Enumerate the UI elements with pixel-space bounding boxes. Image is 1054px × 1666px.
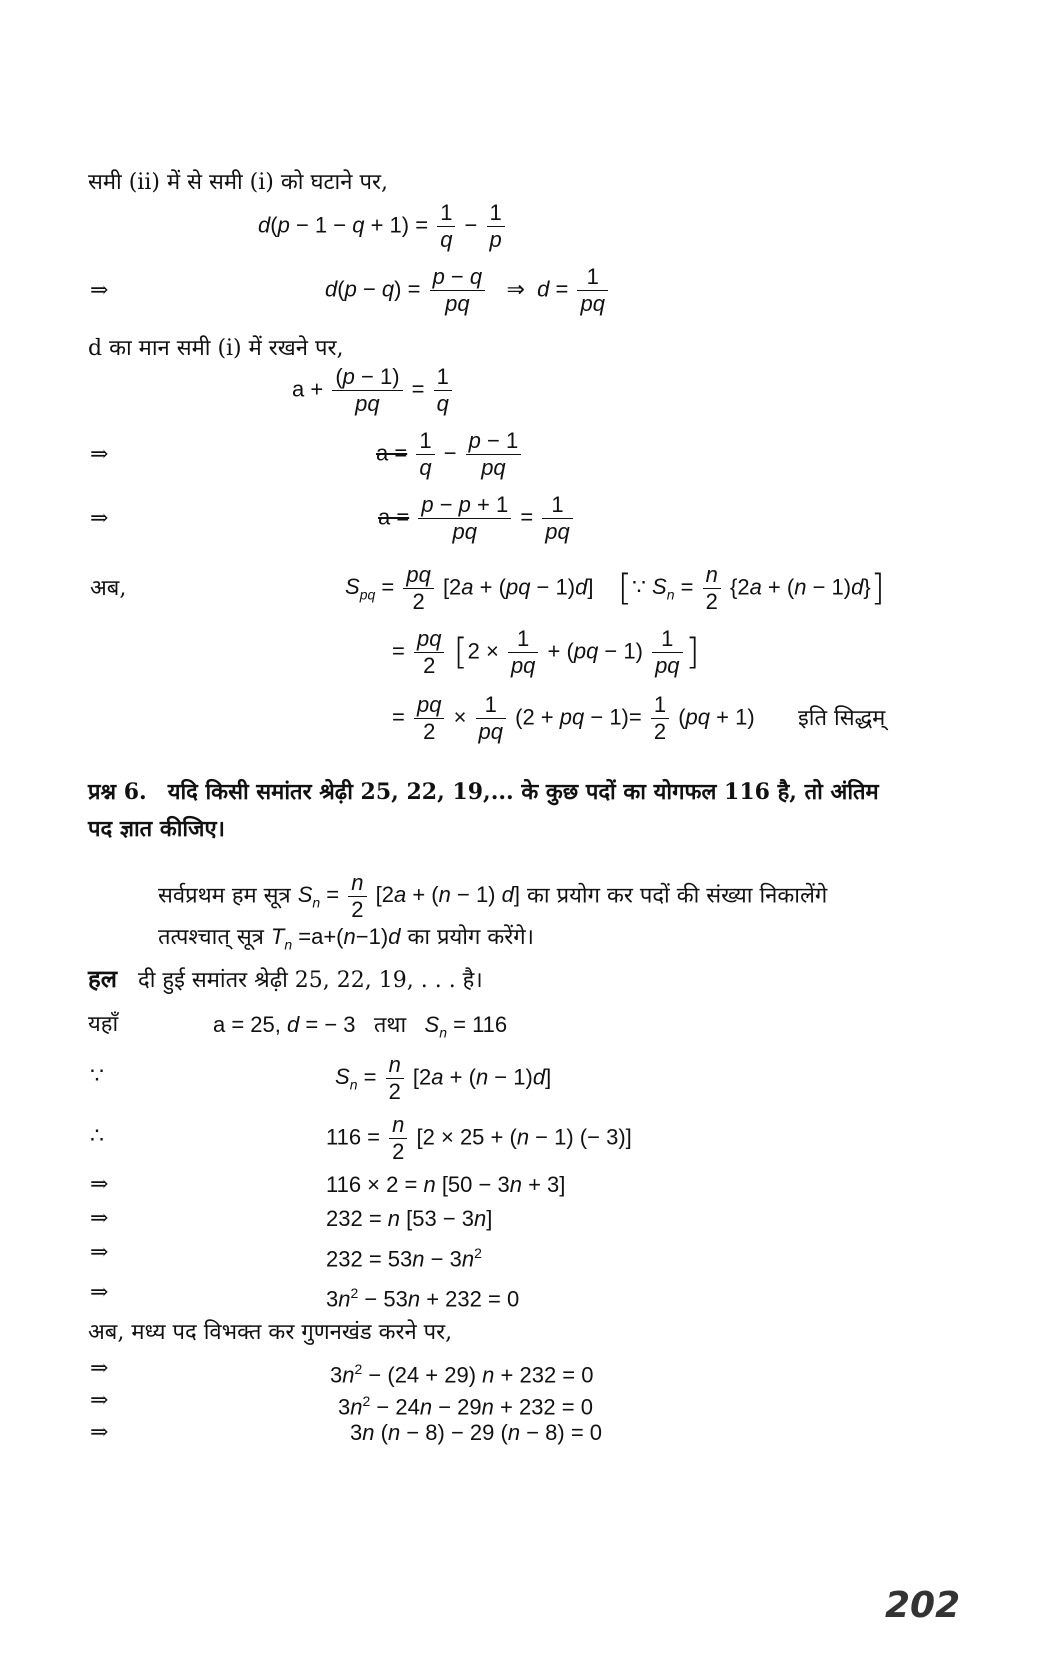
text-line-factor: अब, मध्य पद विभक्त कर गुणनखंड करने पर, [88, 1320, 453, 1345]
tatha-label: तथा [373, 1013, 407, 1038]
text-line-subtract: समी (ii) में से समी (i) को घटाने पर, [88, 170, 388, 195]
implies-arrow: ⇒ [90, 1280, 109, 1305]
equation-spq-substituted: = pq 2 [2 × $\frac{1}{pq}$ + (pq − 1) $\frac{1}{pq}$ ] [392, 626, 700, 678]
solution-line [88, 966, 483, 994]
hence-proved: इति सिद्धम् [798, 706, 886, 731]
solution-text: दी हुई समांतर श्रेढ़ी 25, 22, 19, . . . है। [138, 968, 483, 993]
equation-d-solution: d(p − q) = $\frac{p - q}{pq}$ ⇒ d = $\frac{1}{pq}$ [325, 264, 611, 317]
page-number: 202 [885, 1585, 961, 1626]
solution-label: हल [88, 964, 118, 993]
implies-arrow: ⇒ [90, 442, 109, 467]
therefore-symbol: ∴ [90, 1124, 104, 1149]
equation-step-6: $3n^2 - 24n - 29n + 232 = 0$ [338, 1393, 593, 1420]
equation-116: 116 = n 2 [2 × 25 + (n − 1) (− 3)] [326, 1112, 632, 1164]
equation-step-2: 232 = n [53 − 3n] [326, 1206, 493, 1231]
hint-text: तत्पश्चात् सूत्र [158, 925, 264, 950]
equation-d-expansion: d(p − 1 − q + 1) = $\frac{1}{q}$ − $\frac{1}{p}$ [258, 200, 508, 253]
question-6 [88, 774, 900, 848]
equation-step-7: 3n (n − 8) − 29 (n − 8) = 0 [350, 1420, 603, 1445]
hint-text: का प्रयोग कर पदों की संख्या निकालेंगे [527, 883, 828, 909]
hint-line-2: तत्पश्चात् सूत्र $T_n =a+(n-1)d$ का प्रयोग करेंगे। [158, 924, 534, 953]
equation-a-value: a = $\frac{p - p + 1}{pq}$ = $\frac{1}{pq}$ [378, 492, 576, 545]
hint-text: सर्वप्रथम हम सूत्र [158, 883, 291, 909]
implies-arrow: ⇒ [90, 1206, 109, 1231]
question-text: यदि किसी समांतर श्रेढ़ी 25, 22, 19,... के कुछ पदों का योगफल 116 है, तो अंतिम पद ज्ञात कीजिए। [88, 779, 879, 842]
given-values: a = 25, d = − 3 तथा $S_n = 116$ [213, 1012, 508, 1041]
implies-arrow: ⇒ [90, 1240, 109, 1265]
implies-arrow: ⇒ [90, 1420, 109, 1445]
because-symbol: ∵ [90, 1064, 104, 1089]
implies-arrow: ⇒ [90, 278, 109, 303]
implies-arrow: ⇒ [90, 1356, 109, 1381]
question-label: प्रश्न 6. [88, 779, 147, 805]
equation-step-3: $232 = 53n - 3n^2$ [326, 1245, 482, 1272]
ab-label: अब, [90, 576, 127, 601]
equation-step-5: $3n^2 - (24 + 29) n + 232 = 0$ [330, 1361, 594, 1388]
equation-step-4: $3n^2 - 53n + 232 = 0$ [326, 1285, 520, 1312]
yahan-label: यहाँ [88, 1012, 119, 1037]
implies-arrow: ⇒ [90, 1388, 109, 1413]
implies-arrow: ⇒ [90, 506, 109, 531]
equation-a-rearranged: a = $\frac{1}{q}$ − $\frac{p - 1}{pq}$ [376, 428, 524, 481]
equation-spq-formula: $S_{pq}$ = pq 2 [2a + (pq − 1)d] [∵ $S_n$ = n 2 {2a + (n − 1)d}] [345, 562, 885, 614]
equation-spq-result: = pq 2 × $\frac{1}{pq}$ (2 + pq − 1)= 1 2 (pq + 1) [392, 692, 755, 744]
equation-a-substitution: a + $\frac{(p - 1)}{pq}$ = $\frac{1}{q}$ [292, 364, 455, 417]
hint-line-1: सर्वप्रथम हम सूत्र $S_n$ = n 2 [2a + (n − 1) d] का प्रयोग कर पदों की संख्या निकालेंगे [158, 870, 828, 922]
equation-sn-formula: $S_n$ = n 2 [2a + (n − 1)d] [335, 1052, 552, 1104]
implies-arrow: ⇒ [90, 1172, 109, 1197]
hint-text: का प्रयोग करेंगे। [407, 925, 534, 950]
equation-step-1: 116 × 2 = n [50 − 3n + 3] [326, 1172, 566, 1197]
text-line-substitute: d का मान समी (i) में रखने पर, [88, 336, 344, 361]
